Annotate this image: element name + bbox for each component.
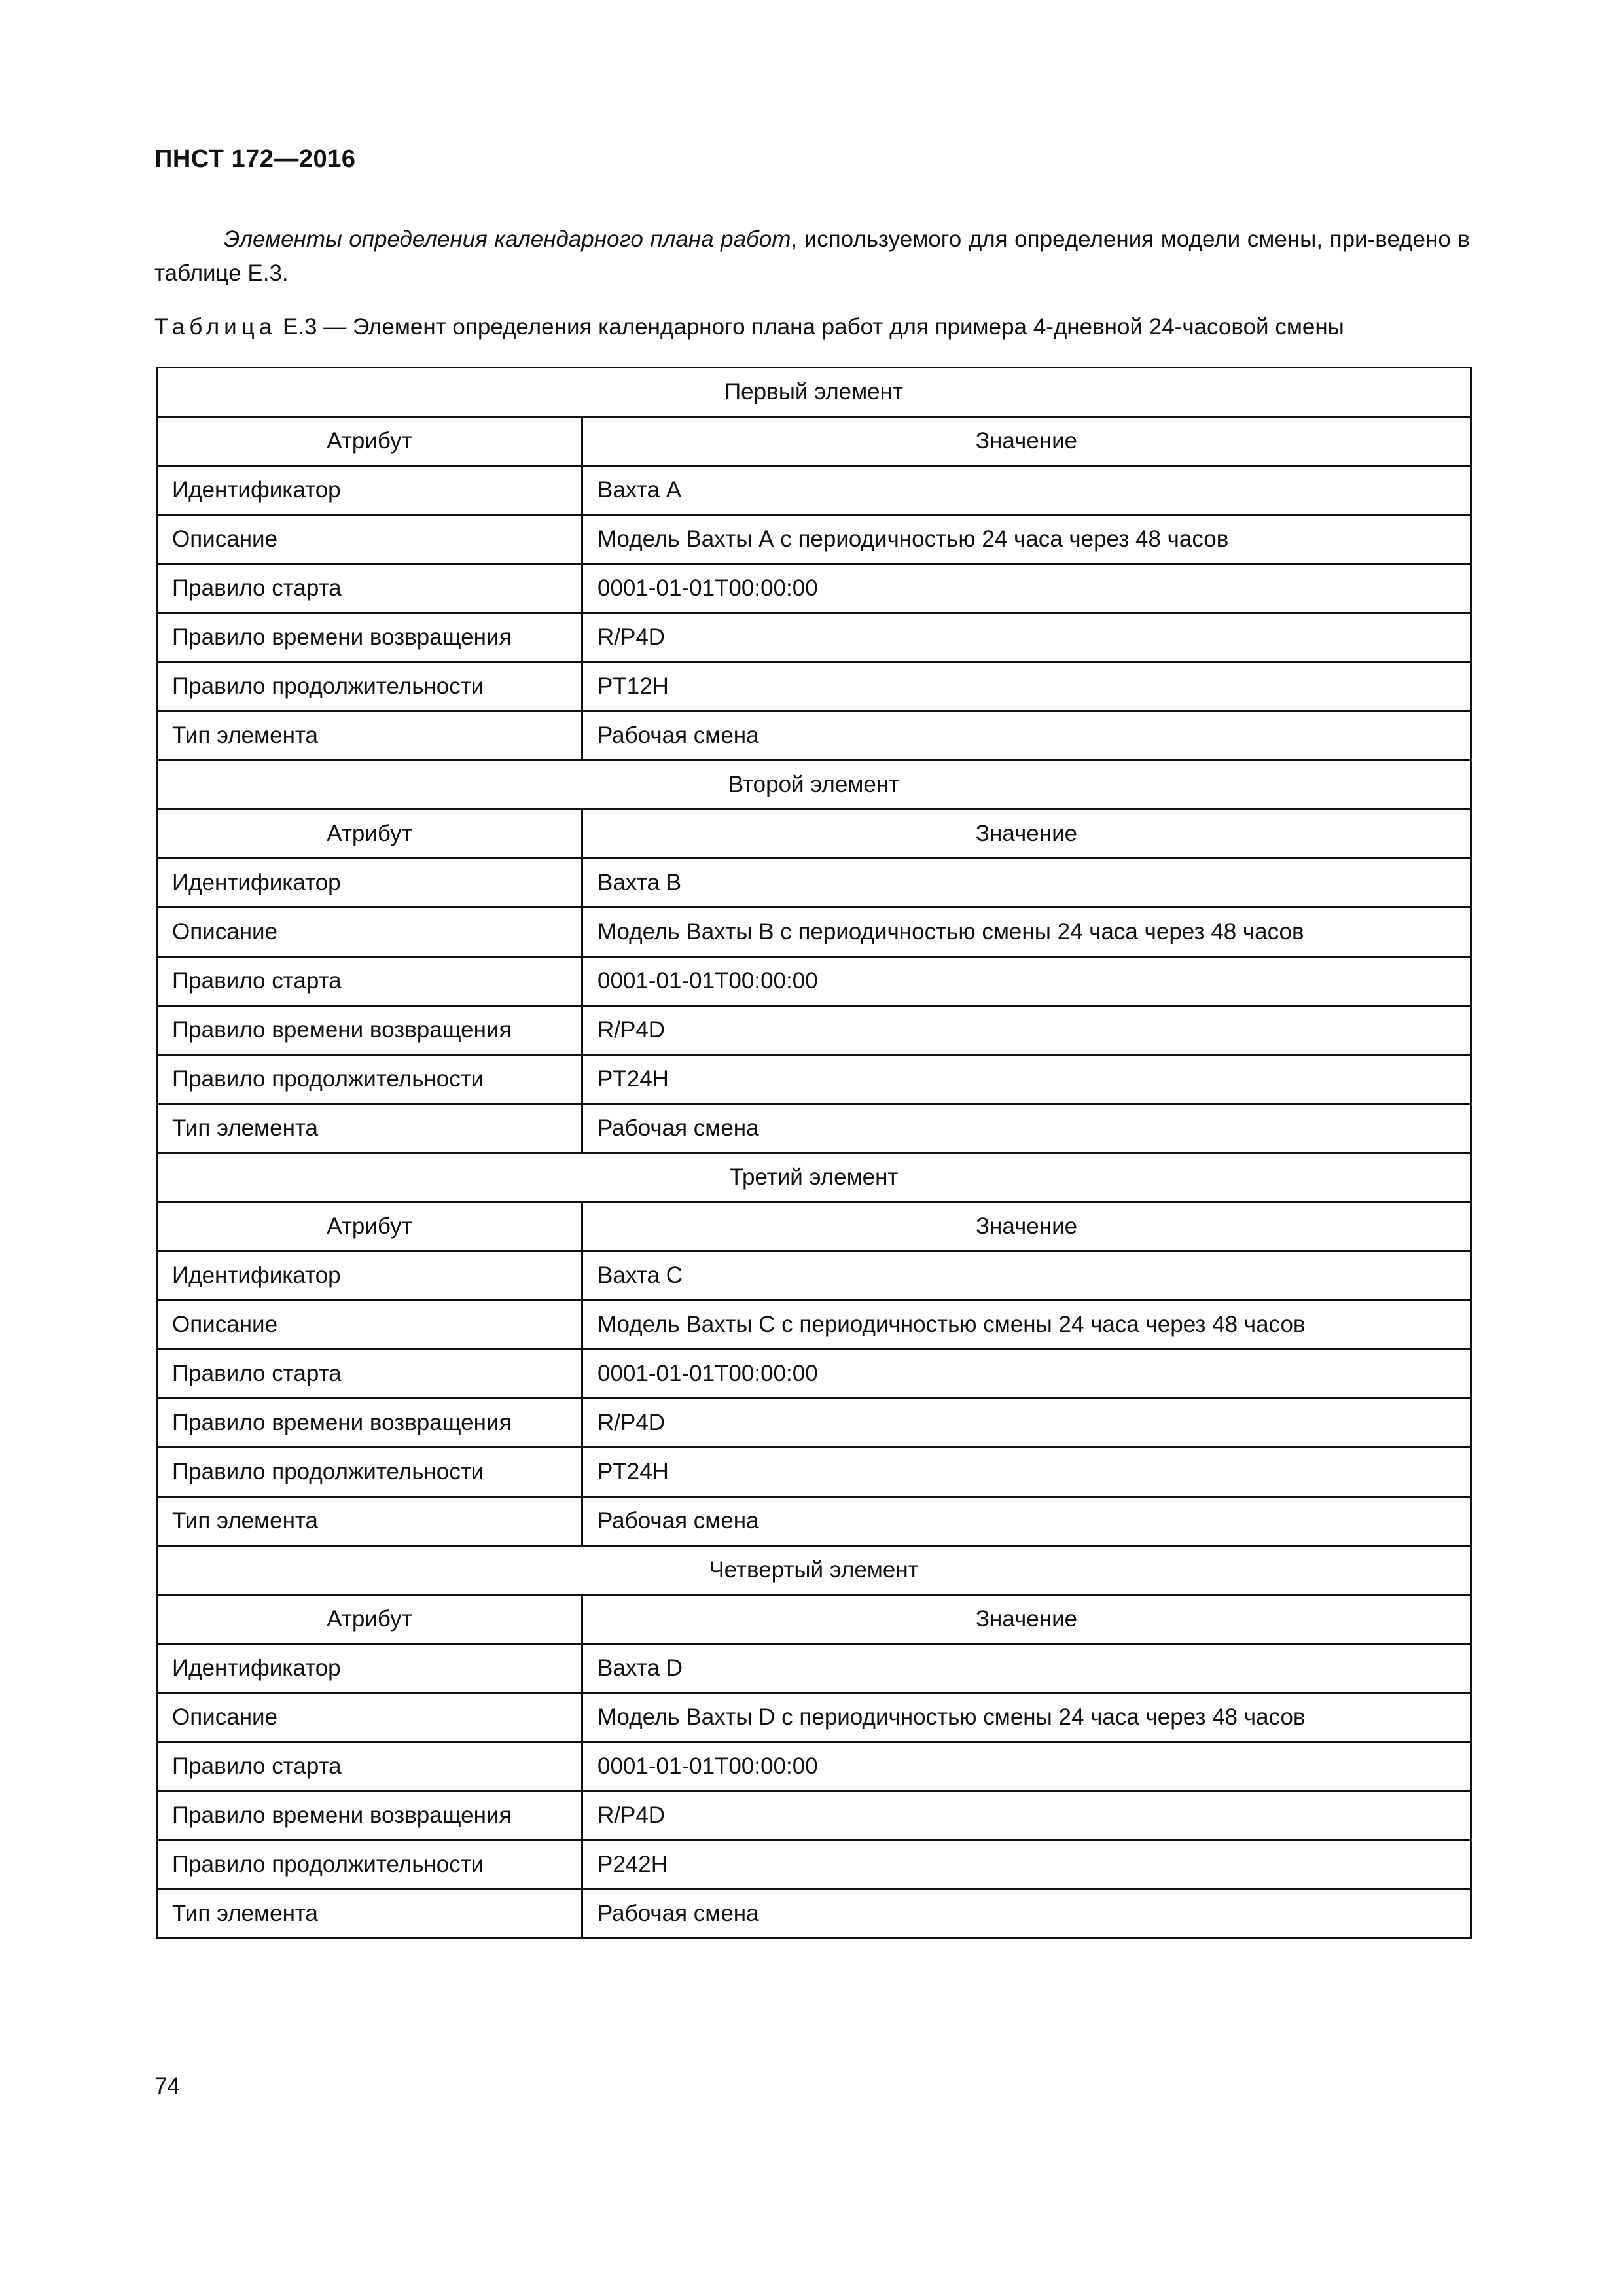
table-row xyxy=(157,466,1471,515)
table-row xyxy=(157,1742,1471,1791)
value-cell: P242H xyxy=(582,1840,1471,1890)
value-cell: Вахта В xyxy=(582,859,1471,908)
table-row xyxy=(157,515,1471,564)
value-cell: Рабочая смена xyxy=(582,1104,1471,1153)
intro-text: , используемого для определения модели смены, при-ведено в таблице Е.3. xyxy=(154,226,1470,286)
section-title-row xyxy=(157,761,1471,810)
table-row xyxy=(157,1840,1471,1890)
value-cell: Рабочая смена xyxy=(582,1890,1471,1939)
value-cell: Рабочая смена xyxy=(582,1497,1471,1546)
value-cell: Вахта С xyxy=(582,1251,1471,1300)
attribute-cell: Правило времени возвращения xyxy=(157,1399,582,1448)
table-body xyxy=(157,368,1471,1939)
table-row xyxy=(157,1350,1471,1399)
attribute-cell: Тип элемента xyxy=(157,1497,582,1546)
value-cell: PT24H xyxy=(582,1448,1471,1497)
table-caption-label: Таблица xyxy=(154,314,277,340)
attribute-column-header: Атрибут xyxy=(157,417,582,466)
value-cell: PT12H xyxy=(582,662,1471,711)
attribute-cell: Описание xyxy=(157,908,582,957)
table-row xyxy=(157,859,1471,908)
attribute-column-header: Атрибут xyxy=(157,1202,582,1251)
value-cell: R/P4D xyxy=(582,1006,1471,1055)
table-row xyxy=(157,1300,1471,1350)
attribute-cell: Правило времени возвращения xyxy=(157,613,582,662)
value-column-header: Значение xyxy=(582,1202,1471,1251)
value-cell: Модель Вахты D с периодичностью смены 24 часа через 48 часов xyxy=(582,1693,1471,1742)
attribute-cell: Тип элемента xyxy=(157,711,582,761)
table-caption-text: Е.3 — Элемент определения календарного плана работ для примера 4-дневной 24-часовой смены xyxy=(276,314,1344,340)
table-row xyxy=(157,1399,1471,1448)
value-cell: 0001-01-01T00:00:00 xyxy=(582,1350,1471,1399)
section-title-row xyxy=(157,368,1471,417)
attribute-column-header: Атрибут xyxy=(157,810,582,859)
attribute-cell: Правило старта xyxy=(157,564,582,613)
table-caption xyxy=(154,314,1344,340)
attribute-cell: Идентификатор xyxy=(157,1644,582,1693)
table-row xyxy=(157,711,1471,761)
attribute-cell: Правило старта xyxy=(157,957,582,1006)
intro-paragraph xyxy=(154,223,1470,291)
value-cell: 0001-01-01T00:00:00 xyxy=(582,1742,1471,1791)
table-row xyxy=(157,1890,1471,1939)
attribute-cell: Правило продолжительности xyxy=(157,1055,582,1104)
attribute-cell: Правило продолжительности xyxy=(157,1448,582,1497)
column-header-row xyxy=(157,1595,1471,1644)
value-cell: R/P4D xyxy=(582,1399,1471,1448)
table-row xyxy=(157,1006,1471,1055)
table-row xyxy=(157,613,1471,662)
schedule-elements-table xyxy=(156,367,1472,1939)
value-cell: Модель Вахты В с периодичностью смены 24 часа через 48 часов xyxy=(582,908,1471,957)
column-header-row xyxy=(157,417,1471,466)
attribute-cell: Правило времени возвращения xyxy=(157,1006,582,1055)
table-row xyxy=(157,1104,1471,1153)
attribute-cell: Правило продолжительности xyxy=(157,1840,582,1890)
attribute-cell: Правило старта xyxy=(157,1350,582,1399)
value-cell: PT24H xyxy=(582,1055,1471,1104)
attribute-cell: Идентификатор xyxy=(157,1251,582,1300)
page-number: 74 xyxy=(154,2073,180,2099)
attribute-cell: Описание xyxy=(157,515,582,564)
value-cell: R/P4D xyxy=(582,613,1471,662)
table-row xyxy=(157,1448,1471,1497)
value-column-header: Значение xyxy=(582,810,1471,859)
attribute-cell: Идентификатор xyxy=(157,466,582,515)
attribute-cell: Правило времени возвращения xyxy=(157,1791,582,1840)
table-row xyxy=(157,1644,1471,1693)
table-row xyxy=(157,1791,1471,1840)
table-row xyxy=(157,908,1471,957)
attribute-cell: Правило старта xyxy=(157,1742,582,1791)
attribute-cell: Описание xyxy=(157,1693,582,1742)
value-cell: Рабочая смена xyxy=(582,711,1471,761)
document-code: ПНСТ 172—2016 xyxy=(154,145,356,173)
value-cell: Модель Вахты А с периодичностью 24 часа через 48 часов xyxy=(582,515,1471,564)
column-header-row xyxy=(157,1202,1471,1251)
section-title: Первый элемент xyxy=(157,368,1471,417)
table-row xyxy=(157,1497,1471,1546)
section-title-row xyxy=(157,1153,1471,1202)
value-cell: 0001-01-01T00:00:00 xyxy=(582,564,1471,613)
section-title: Третий элемент xyxy=(157,1153,1471,1202)
section-title: Второй элемент xyxy=(157,761,1471,810)
value-cell: Вахта D xyxy=(582,1644,1471,1693)
value-cell: R/P4D xyxy=(582,1791,1471,1840)
attribute-cell: Идентификатор xyxy=(157,859,582,908)
value-cell: Модель Вахты С с периодичностью смены 24 часа через 48 часов xyxy=(582,1300,1471,1350)
attribute-column-header: Атрибут xyxy=(157,1595,582,1644)
attribute-cell: Тип элемента xyxy=(157,1104,582,1153)
value-column-header: Значение xyxy=(582,417,1471,466)
table-row xyxy=(157,1251,1471,1300)
attribute-cell: Правило продолжительности xyxy=(157,662,582,711)
value-column-header: Значение xyxy=(582,1595,1471,1644)
attribute-cell: Описание xyxy=(157,1300,582,1350)
value-cell: Вахта А xyxy=(582,466,1471,515)
intro-italic-text: Элементы определения календарного плана работ xyxy=(224,226,791,252)
section-title-row xyxy=(157,1546,1471,1595)
table-row xyxy=(157,1693,1471,1742)
table-row xyxy=(157,1055,1471,1104)
value-cell: 0001-01-01T00:00:00 xyxy=(582,957,1471,1006)
table-row xyxy=(157,957,1471,1006)
section-title: Четвертый элемент xyxy=(157,1546,1471,1595)
table-row xyxy=(157,564,1471,613)
table-row xyxy=(157,662,1471,711)
attribute-cell: Тип элемента xyxy=(157,1890,582,1939)
column-header-row xyxy=(157,810,1471,859)
